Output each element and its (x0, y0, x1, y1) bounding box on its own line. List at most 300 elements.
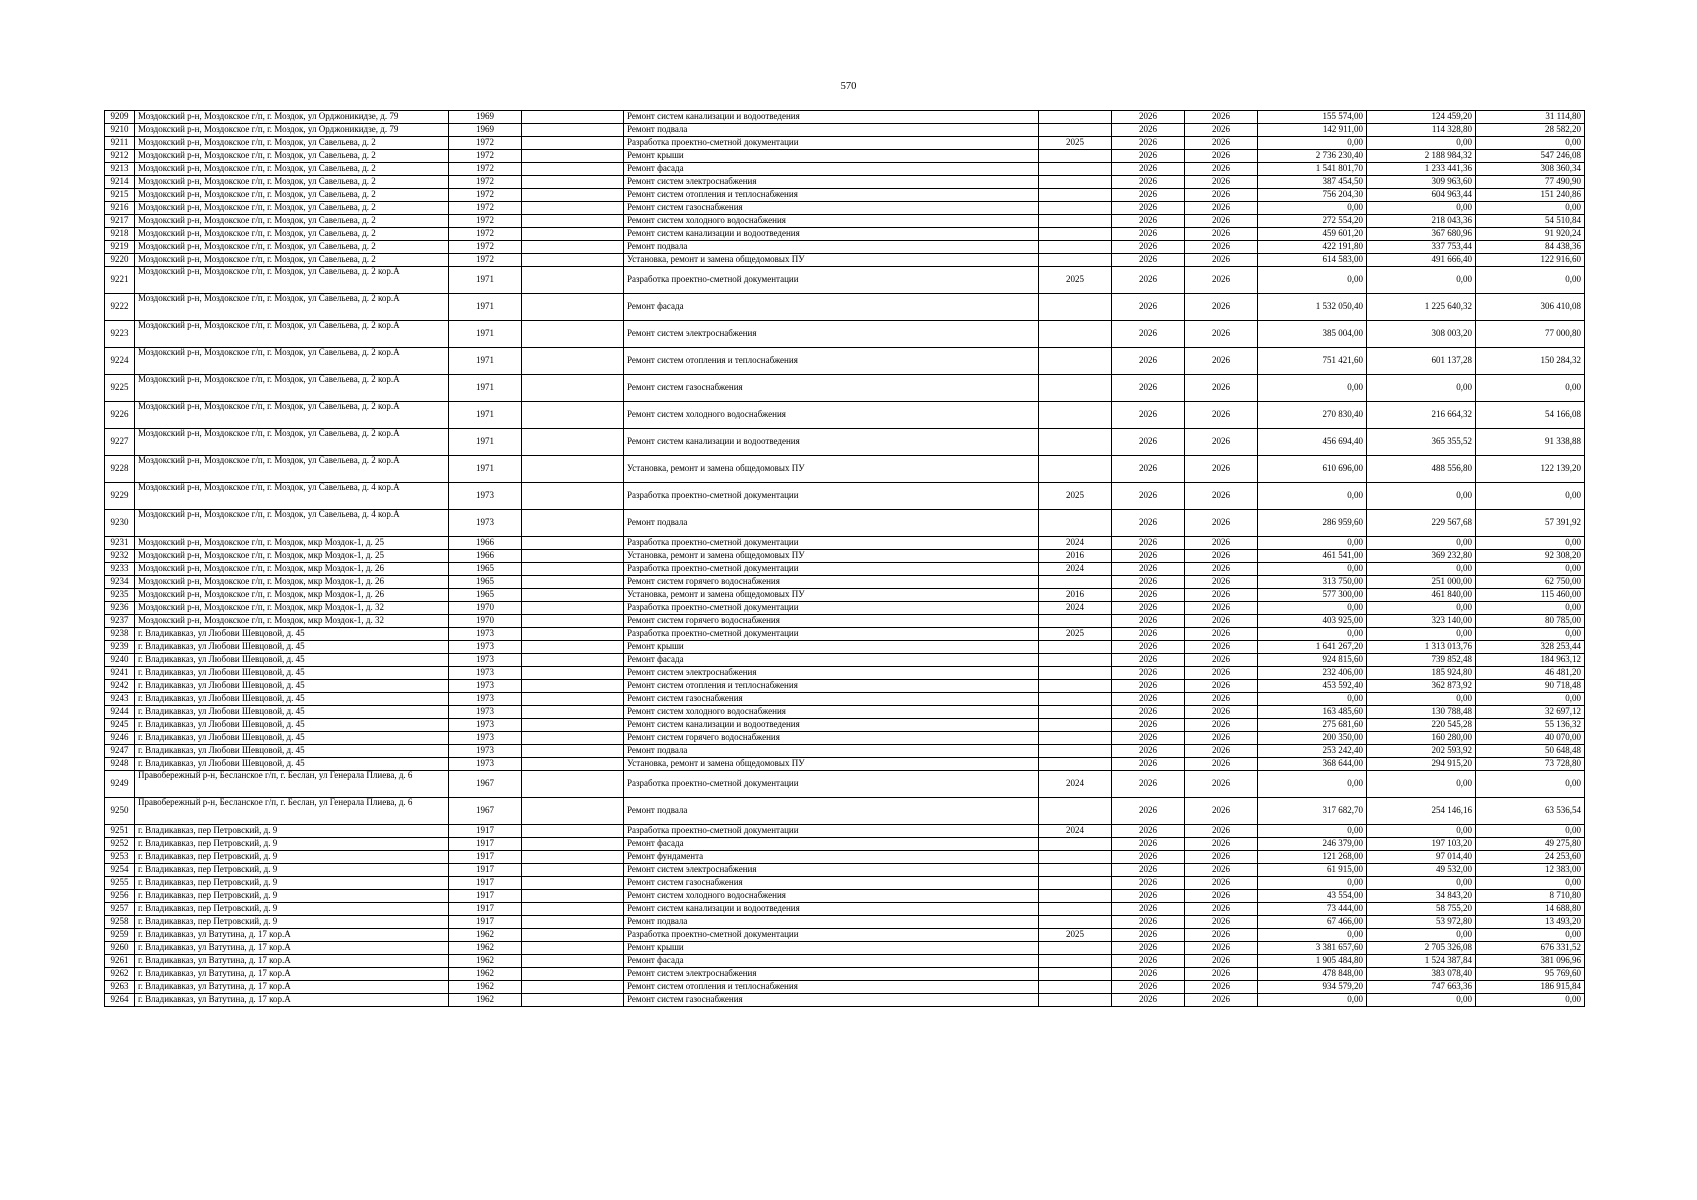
table-row (105, 202, 1585, 215)
plan-year-end-cell: 2026 (1185, 693, 1258, 706)
fund-cost-cell: 2 188 984,32 (1367, 150, 1476, 163)
fund-cost-cell: 739 852,48 (1367, 654, 1476, 667)
fund-cost-cell: 337 753,44 (1367, 241, 1476, 254)
total-cost-cell: 286 959,60 (1258, 510, 1367, 537)
address-cell: Моздокский р-н, Моздокское г/п, г. Моздок, ул Савельева, д. 2 (135, 150, 449, 163)
owners-cost-cell: 54 166,08 (1476, 402, 1585, 429)
address-cell: г. Владикавказ, ул Любови Шевцовой, д. 45 (135, 628, 449, 641)
plan-year-start-cell: 2026 (1112, 942, 1185, 955)
table-row (105, 667, 1585, 680)
row-number-cell: 9232 (105, 550, 135, 563)
fund-cost-cell: 367 680,96 (1367, 228, 1476, 241)
plan-year-start-cell: 2026 (1112, 483, 1185, 510)
address-cell: г. Владикавказ, пер Петровский, д. 9 (135, 838, 449, 851)
plan-year-end-cell: 2026 (1185, 254, 1258, 267)
owners-cost-cell: 63 536,54 (1476, 798, 1585, 825)
last-repair-year-cell (1039, 510, 1112, 537)
owners-cost-cell: 0,00 (1476, 202, 1585, 215)
plan-year-start-cell: 2026 (1112, 916, 1185, 929)
row-number-cell: 9241 (105, 667, 135, 680)
build-year-cell: 1973 (449, 680, 522, 693)
row-number-cell: 9263 (105, 981, 135, 994)
address-cell: Моздокский р-н, Моздокское г/п, г. Моздок, ул Савельева, д. 2 кор.А (135, 375, 449, 402)
row-number-cell: 9264 (105, 994, 135, 1007)
row-number-cell: 9248 (105, 758, 135, 771)
last-repair-year-cell: 2025 (1039, 483, 1112, 510)
plan-year-end-cell: 2026 (1185, 942, 1258, 955)
total-cost-cell: 0,00 (1258, 537, 1367, 550)
fund-cost-cell: 0,00 (1367, 202, 1476, 215)
build-year-cell: 1962 (449, 968, 522, 981)
work-type-cell: Ремонт систем газоснабжения (624, 877, 1039, 890)
plan-year-start-cell: 2026 (1112, 150, 1185, 163)
plan-year-start-cell: 2026 (1112, 929, 1185, 942)
plan-year-end-cell: 2026 (1185, 680, 1258, 693)
row-number-cell: 9230 (105, 510, 135, 537)
plan-year-end-cell: 2026 (1185, 771, 1258, 798)
address-cell: Моздокский р-н, Моздокское г/п, г. Моздок, ул Савельева, д. 2 кор.А (135, 402, 449, 429)
fund-cost-cell: 0,00 (1367, 137, 1476, 150)
row-number-cell: 9249 (105, 771, 135, 798)
plan-year-start-cell: 2026 (1112, 228, 1185, 241)
owners-cost-cell: 91 338,88 (1476, 429, 1585, 456)
fund-cost-cell: 1 233 441,36 (1367, 163, 1476, 176)
extra-field-cell (522, 402, 624, 429)
plan-year-end-cell: 2026 (1185, 602, 1258, 615)
total-cost-cell: 756 204,30 (1258, 189, 1367, 202)
row-number-cell: 9243 (105, 693, 135, 706)
plan-year-start-cell: 2026 (1112, 176, 1185, 189)
page-number: 570 (840, 81, 857, 92)
work-type-cell: Ремонт систем газоснабжения (624, 994, 1039, 1007)
table-row (105, 615, 1585, 628)
build-year-cell: 1971 (449, 402, 522, 429)
owners-cost-cell: 0,00 (1476, 483, 1585, 510)
total-cost-cell: 73 444,00 (1258, 903, 1367, 916)
total-cost-cell: 0,00 (1258, 202, 1367, 215)
total-cost-cell: 61 915,00 (1258, 864, 1367, 877)
plan-year-start-cell: 2026 (1112, 798, 1185, 825)
plan-year-start-cell: 2026 (1112, 375, 1185, 402)
owners-cost-cell: 46 481,20 (1476, 667, 1585, 680)
work-type-cell: Ремонт систем отопления и теплоснабжения (624, 981, 1039, 994)
fund-cost-cell: 0,00 (1367, 693, 1476, 706)
last-repair-year-cell (1039, 968, 1112, 981)
table-row (105, 189, 1585, 202)
work-type-cell: Ремонт фундамента (624, 851, 1039, 864)
work-type-cell: Ремонт систем газоснабжения (624, 202, 1039, 215)
total-cost-cell: 610 696,00 (1258, 456, 1367, 483)
last-repair-year-cell: 2016 (1039, 589, 1112, 602)
plan-year-end-cell: 2026 (1185, 563, 1258, 576)
plan-year-end-cell: 2026 (1185, 628, 1258, 641)
plan-year-start-cell: 2026 (1112, 994, 1185, 1007)
work-type-cell: Ремонт систем канализации и водоотведения (624, 228, 1039, 241)
row-number-cell: 9240 (105, 654, 135, 667)
fund-cost-cell: 34 843,20 (1367, 890, 1476, 903)
build-year-cell: 1971 (449, 375, 522, 402)
build-year-cell: 1972 (449, 202, 522, 215)
work-type-cell: Ремонт крыши (624, 150, 1039, 163)
fund-cost-cell: 197 103,20 (1367, 838, 1476, 851)
row-number-cell: 9234 (105, 576, 135, 589)
build-year-cell: 1917 (449, 903, 522, 916)
extra-field-cell (522, 628, 624, 641)
owners-cost-cell: 306 410,08 (1476, 294, 1585, 321)
address-cell: г. Владикавказ, пер Петровский, д. 9 (135, 890, 449, 903)
work-type-cell: Ремонт систем электроснабжения (624, 176, 1039, 189)
owners-cost-cell: 328 253,44 (1476, 641, 1585, 654)
last-repair-year-cell: 2024 (1039, 537, 1112, 550)
table-row (105, 641, 1585, 654)
total-cost-cell: 253 242,40 (1258, 745, 1367, 758)
address-cell: Моздокский р-н, Моздокское г/п, г. Моздок, ул Орджоникидзе, д. 79 (135, 124, 449, 137)
row-number-cell: 9217 (105, 215, 135, 228)
table-row (105, 576, 1585, 589)
last-repair-year-cell: 2025 (1039, 137, 1112, 150)
owners-cost-cell: 0,00 (1476, 628, 1585, 641)
owners-cost-cell: 0,00 (1476, 929, 1585, 942)
plan-year-end-cell: 2026 (1185, 124, 1258, 137)
last-repair-year-cell (1039, 758, 1112, 771)
address-cell: Моздокский р-н, Моздокское г/п, г. Моздок, ул Савельева, д. 2 (135, 163, 449, 176)
plan-year-start-cell: 2026 (1112, 628, 1185, 641)
plan-year-start-cell: 2026 (1112, 589, 1185, 602)
row-number-cell: 9219 (105, 241, 135, 254)
extra-field-cell (522, 563, 624, 576)
plan-year-start-cell: 2026 (1112, 241, 1185, 254)
extra-field-cell (522, 994, 624, 1007)
work-type-cell: Ремонт подвала (624, 745, 1039, 758)
table-row (105, 375, 1585, 402)
work-type-cell: Ремонт систем холодного водоснабжения (624, 706, 1039, 719)
address-cell: Правобережный р-н, Бесланское г/п, г. Беслан, ул Генерала Плиева, д. 6 (135, 798, 449, 825)
plan-year-start-cell: 2026 (1112, 981, 1185, 994)
last-repair-year-cell (1039, 202, 1112, 215)
work-type-cell: Ремонт фасада (624, 163, 1039, 176)
owners-cost-cell: 12 383,00 (1476, 864, 1585, 877)
owners-cost-cell: 0,00 (1476, 825, 1585, 838)
table-row (105, 510, 1585, 537)
row-number-cell: 9247 (105, 745, 135, 758)
plan-year-end-cell: 2026 (1185, 955, 1258, 968)
last-repair-year-cell: 2025 (1039, 267, 1112, 294)
address-cell: Моздокский р-н, Моздокское г/п, г. Моздок, ул Савельева, д. 2 кор.А (135, 456, 449, 483)
plan-year-end-cell: 2026 (1185, 150, 1258, 163)
build-year-cell: 1917 (449, 890, 522, 903)
fund-cost-cell: 160 280,00 (1367, 732, 1476, 745)
work-type-cell: Разработка проектно-сметной документации (624, 602, 1039, 615)
extra-field-cell (522, 719, 624, 732)
last-repair-year-cell: 2025 (1039, 929, 1112, 942)
fund-cost-cell: 202 593,92 (1367, 745, 1476, 758)
work-type-cell: Ремонт подвала (624, 241, 1039, 254)
work-type-cell: Разработка проектно-сметной документации (624, 929, 1039, 942)
owners-cost-cell: 151 240,86 (1476, 189, 1585, 202)
last-repair-year-cell (1039, 456, 1112, 483)
extra-field-cell (522, 576, 624, 589)
work-type-cell: Ремонт подвала (624, 916, 1039, 929)
row-number-cell: 9227 (105, 429, 135, 456)
table-row (105, 150, 1585, 163)
build-year-cell: 1962 (449, 994, 522, 1007)
plan-year-end-cell: 2026 (1185, 537, 1258, 550)
total-cost-cell: 1 541 801,70 (1258, 163, 1367, 176)
work-type-cell: Разработка проектно-сметной документации (624, 483, 1039, 510)
total-cost-cell: 0,00 (1258, 375, 1367, 402)
total-cost-cell: 0,00 (1258, 628, 1367, 641)
total-cost-cell: 142 911,00 (1258, 124, 1367, 137)
fund-cost-cell: 0,00 (1367, 628, 1476, 641)
build-year-cell: 1967 (449, 771, 522, 798)
fund-cost-cell: 53 972,80 (1367, 916, 1476, 929)
fund-cost-cell: 1 524 387,84 (1367, 955, 1476, 968)
plan-year-end-cell: 2026 (1185, 402, 1258, 429)
fund-cost-cell: 1 225 640,32 (1367, 294, 1476, 321)
extra-field-cell (522, 294, 624, 321)
address-cell: г. Владикавказ, ул Любови Шевцовой, д. 45 (135, 719, 449, 732)
total-cost-cell: 275 681,60 (1258, 719, 1367, 732)
address-cell: Моздокский р-н, Моздокское г/п, г. Моздок, мкр Моздок-1, д. 32 (135, 615, 449, 628)
extra-field-cell (522, 641, 624, 654)
build-year-cell: 1970 (449, 602, 522, 615)
build-year-cell: 1917 (449, 864, 522, 877)
owners-cost-cell: 32 697,12 (1476, 706, 1585, 719)
address-cell: Моздокский р-н, Моздокское г/п, г. Моздок, мкр Моздок-1, д. 26 (135, 589, 449, 602)
address-cell: Моздокский р-н, Моздокское г/п, г. Моздок, ул Савельева, д. 2 кор.А (135, 267, 449, 294)
table-row (105, 798, 1585, 825)
fund-cost-cell: 97 014,40 (1367, 851, 1476, 864)
extra-field-cell (522, 589, 624, 602)
table-row (105, 654, 1585, 667)
work-type-cell: Ремонт крыши (624, 641, 1039, 654)
row-number-cell: 9254 (105, 864, 135, 877)
plan-year-end-cell: 2026 (1185, 241, 1258, 254)
plan-year-start-cell: 2026 (1112, 294, 1185, 321)
address-cell: Моздокский р-н, Моздокское г/п, г. Моздок, мкр Моздок-1, д. 26 (135, 563, 449, 576)
row-number-cell: 9246 (105, 732, 135, 745)
last-repair-year-cell (1039, 375, 1112, 402)
owners-cost-cell: 0,00 (1476, 375, 1585, 402)
owners-cost-cell: 91 920,24 (1476, 228, 1585, 241)
last-repair-year-cell (1039, 254, 1112, 267)
plan-year-start-cell: 2026 (1112, 719, 1185, 732)
plan-year-end-cell: 2026 (1185, 864, 1258, 877)
plan-year-end-cell: 2026 (1185, 576, 1258, 589)
plan-year-end-cell: 2026 (1185, 641, 1258, 654)
work-type-cell: Ремонт фасада (624, 838, 1039, 851)
owners-cost-cell: 49 275,80 (1476, 838, 1585, 851)
plan-year-start-cell: 2026 (1112, 732, 1185, 745)
plan-year-end-cell: 2026 (1185, 456, 1258, 483)
table-row (105, 124, 1585, 137)
row-number-cell: 9211 (105, 137, 135, 150)
last-repair-year-cell: 2025 (1039, 628, 1112, 641)
extra-field-cell (522, 903, 624, 916)
fund-cost-cell: 0,00 (1367, 483, 1476, 510)
table-row (105, 706, 1585, 719)
total-cost-cell: 459 601,20 (1258, 228, 1367, 241)
last-repair-year-cell (1039, 942, 1112, 955)
row-number-cell: 9215 (105, 189, 135, 202)
fund-cost-cell: 124 459,20 (1367, 111, 1476, 124)
owners-cost-cell: 0,00 (1476, 267, 1585, 294)
plan-year-start-cell: 2026 (1112, 851, 1185, 864)
build-year-cell: 1972 (449, 215, 522, 228)
table-row (105, 877, 1585, 890)
plan-year-end-cell: 2026 (1185, 375, 1258, 402)
plan-year-start-cell: 2026 (1112, 563, 1185, 576)
work-type-cell: Разработка проектно-сметной документации (624, 137, 1039, 150)
owners-cost-cell: 62 750,00 (1476, 576, 1585, 589)
plan-year-start-cell: 2026 (1112, 111, 1185, 124)
build-year-cell: 1973 (449, 693, 522, 706)
work-type-cell: Разработка проектно-сметной документации (624, 771, 1039, 798)
owners-cost-cell: 13 493,20 (1476, 916, 1585, 929)
last-repair-year-cell (1039, 680, 1112, 693)
extra-field-cell (522, 456, 624, 483)
plan-year-start-cell: 2026 (1112, 321, 1185, 348)
plan-year-start-cell: 2026 (1112, 189, 1185, 202)
work-type-cell: Ремонт систем отопления и теплоснабжения (624, 680, 1039, 693)
address-cell: г. Владикавказ, ул Любови Шевцовой, д. 45 (135, 706, 449, 719)
extra-field-cell (522, 758, 624, 771)
fund-cost-cell: 461 840,00 (1367, 589, 1476, 602)
build-year-cell: 1972 (449, 189, 522, 202)
plan-year-end-cell: 2026 (1185, 890, 1258, 903)
address-cell: Моздокский р-н, Моздокское г/п, г. Моздок, ул Орджоникидзе, д. 79 (135, 111, 449, 124)
plan-year-end-cell: 2026 (1185, 228, 1258, 241)
total-cost-cell: 924 815,60 (1258, 654, 1367, 667)
plan-year-start-cell: 2026 (1112, 163, 1185, 176)
last-repair-year-cell (1039, 402, 1112, 429)
row-number-cell: 9256 (105, 890, 135, 903)
extra-field-cell (522, 111, 624, 124)
table-row (105, 402, 1585, 429)
extra-field-cell (522, 348, 624, 375)
row-number-cell: 9224 (105, 348, 135, 375)
owners-cost-cell: 80 785,00 (1476, 615, 1585, 628)
work-type-cell: Ремонт систем отопления и теплоснабжения (624, 189, 1039, 202)
plan-year-start-cell: 2026 (1112, 348, 1185, 375)
owners-cost-cell: 150 284,32 (1476, 348, 1585, 375)
owners-cost-cell: 55 136,32 (1476, 719, 1585, 732)
plan-year-end-cell: 2026 (1185, 929, 1258, 942)
fund-cost-cell: 365 355,52 (1367, 429, 1476, 456)
address-cell: Моздокский р-н, Моздокское г/п, г. Моздок, ул Савельева, д. 2 (135, 241, 449, 254)
address-cell: Моздокский р-н, Моздокское г/п, г. Моздок, ул Савельева, д. 2 (135, 137, 449, 150)
address-cell: г. Владикавказ, пер Петровский, д. 9 (135, 903, 449, 916)
fund-cost-cell: 0,00 (1367, 929, 1476, 942)
extra-field-cell (522, 510, 624, 537)
extra-field-cell (522, 825, 624, 838)
fund-cost-cell: 604 963,44 (1367, 189, 1476, 202)
plan-year-start-cell: 2026 (1112, 838, 1185, 851)
build-year-cell: 1973 (449, 641, 522, 654)
plan-year-end-cell: 2026 (1185, 321, 1258, 348)
total-cost-cell: 0,00 (1258, 825, 1367, 838)
table-row (105, 429, 1585, 456)
last-repair-year-cell (1039, 667, 1112, 680)
extra-field-cell (522, 189, 624, 202)
last-repair-year-cell (1039, 890, 1112, 903)
fund-cost-cell: 309 963,60 (1367, 176, 1476, 189)
extra-field-cell (522, 890, 624, 903)
total-cost-cell: 0,00 (1258, 483, 1367, 510)
work-type-cell: Ремонт систем горячего водоснабжения (624, 615, 1039, 628)
plan-year-start-cell: 2026 (1112, 124, 1185, 137)
row-number-cell: 9244 (105, 706, 135, 719)
last-repair-year-cell (1039, 851, 1112, 864)
table-row (105, 851, 1585, 864)
table-row (105, 628, 1585, 641)
address-cell: г. Владикавказ, ул Любови Шевцовой, д. 45 (135, 654, 449, 667)
work-type-cell: Ремонт систем электроснабжения (624, 968, 1039, 981)
last-repair-year-cell (1039, 877, 1112, 890)
build-year-cell: 1972 (449, 241, 522, 254)
build-year-cell: 1973 (449, 745, 522, 758)
plan-year-end-cell: 2026 (1185, 215, 1258, 228)
table-row (105, 267, 1585, 294)
work-type-cell: Установка, ремонт и замена общедомовых ПУ (624, 456, 1039, 483)
fund-cost-cell: 0,00 (1367, 602, 1476, 615)
extra-field-cell (522, 176, 624, 189)
row-number-cell: 9253 (105, 851, 135, 864)
work-type-cell: Ремонт систем газоснабжения (624, 693, 1039, 706)
row-number-cell: 9252 (105, 838, 135, 851)
build-year-cell: 1972 (449, 176, 522, 189)
last-repair-year-cell (1039, 838, 1112, 851)
row-number-cell: 9261 (105, 955, 135, 968)
owners-cost-cell: 8 710,80 (1476, 890, 1585, 903)
build-year-cell: 1972 (449, 254, 522, 267)
total-cost-cell: 67 466,00 (1258, 916, 1367, 929)
total-cost-cell: 385 004,00 (1258, 321, 1367, 348)
work-type-cell: Ремонт подвала (624, 798, 1039, 825)
owners-cost-cell: 0,00 (1476, 137, 1585, 150)
extra-field-cell (522, 150, 624, 163)
plan-year-start-cell: 2026 (1112, 680, 1185, 693)
build-year-cell: 1966 (449, 537, 522, 550)
total-cost-cell: 317 682,70 (1258, 798, 1367, 825)
last-repair-year-cell (1039, 429, 1112, 456)
fund-cost-cell: 1 313 013,76 (1367, 641, 1476, 654)
plan-year-start-cell: 2026 (1112, 758, 1185, 771)
owners-cost-cell: 308 360,34 (1476, 163, 1585, 176)
total-cost-cell: 1 532 050,40 (1258, 294, 1367, 321)
last-repair-year-cell (1039, 176, 1112, 189)
last-repair-year-cell (1039, 732, 1112, 745)
extra-field-cell (522, 771, 624, 798)
plan-year-end-cell: 2026 (1185, 429, 1258, 456)
fund-cost-cell: 216 664,32 (1367, 402, 1476, 429)
total-cost-cell: 1 905 484,80 (1258, 955, 1367, 968)
row-number-cell: 9238 (105, 628, 135, 641)
row-number-cell: 9223 (105, 321, 135, 348)
build-year-cell: 1917 (449, 838, 522, 851)
owners-cost-cell: 0,00 (1476, 563, 1585, 576)
last-repair-year-cell (1039, 745, 1112, 758)
build-year-cell: 1972 (449, 137, 522, 150)
build-year-cell: 1970 (449, 615, 522, 628)
plan-year-end-cell: 2026 (1185, 550, 1258, 563)
extra-field-cell (522, 137, 624, 150)
fund-cost-cell: 0,00 (1367, 877, 1476, 890)
address-cell: г. Владикавказ, ул Ватутина, д. 17 кор.А (135, 981, 449, 994)
total-cost-cell: 387 454,50 (1258, 176, 1367, 189)
extra-field-cell (522, 254, 624, 267)
row-number-cell: 9225 (105, 375, 135, 402)
